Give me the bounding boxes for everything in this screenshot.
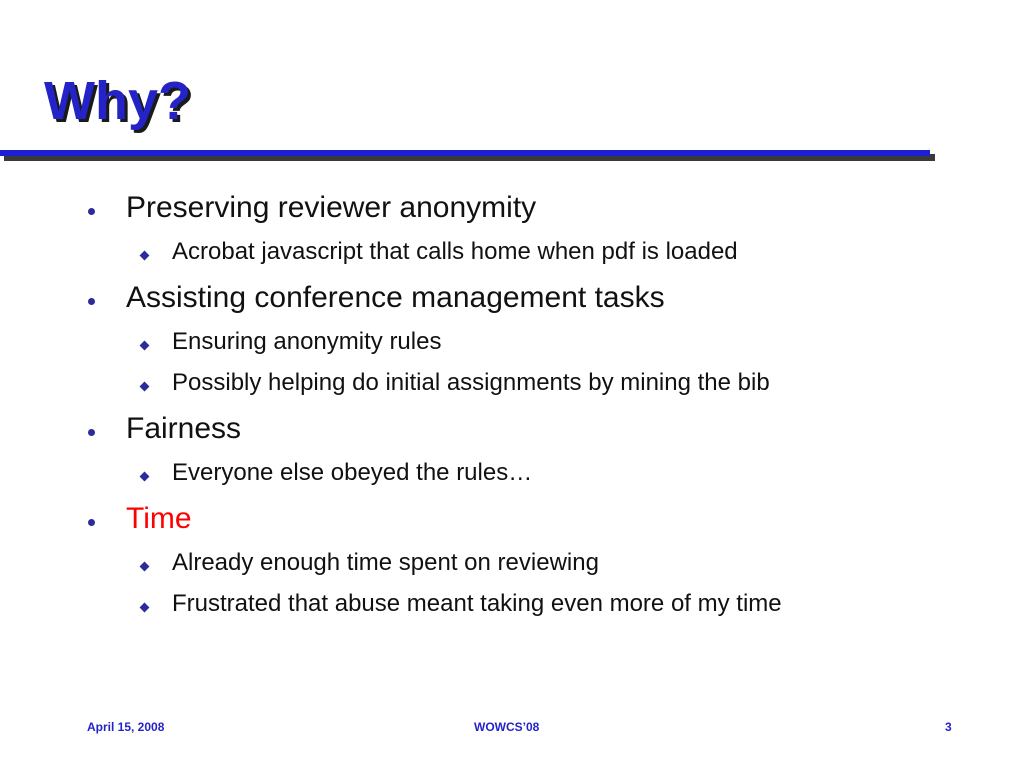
diamond-bullet-icon	[140, 382, 150, 392]
diamond-bullet-icon	[140, 341, 150, 351]
bullet-item: Fairness	[126, 412, 242, 445]
sub-bullet-item: Possibly helping do initial assignments by mining the bib	[172, 369, 770, 396]
diamond-bullet-icon	[140, 603, 150, 613]
round-bullet-icon	[88, 298, 95, 305]
sub-bullet-item: Acrobat javascript that calls home when pdf is loaded	[172, 238, 738, 265]
sub-bullet-item: Already enough time spent on reviewing	[172, 549, 599, 576]
sub-bullet-item: Frustrated that abuse meant taking even more of my time	[172, 590, 782, 617]
sub-bullet-item: Ensuring anonymity rules	[172, 328, 442, 355]
slide-title: Why?	[44, 71, 191, 131]
round-bullet-icon	[88, 429, 95, 436]
footer-page-number: 3	[945, 720, 952, 734]
diamond-bullet-icon	[140, 251, 150, 261]
bullet-item: Preserving reviewer anonymity	[126, 191, 537, 224]
bullet-item-highlighted: Time	[126, 502, 192, 535]
round-bullet-icon	[88, 208, 95, 215]
diamond-bullet-icon	[140, 562, 150, 572]
round-bullet-icon	[88, 519, 95, 526]
footer-event: WOWCS’08	[474, 720, 540, 734]
bullet-item: Assisting conference management tasks	[126, 281, 665, 314]
diamond-bullet-icon	[140, 472, 150, 482]
sub-bullet-item: Everyone else obeyed the rules…	[172, 459, 533, 486]
footer-date: April 15, 2008	[87, 720, 165, 734]
